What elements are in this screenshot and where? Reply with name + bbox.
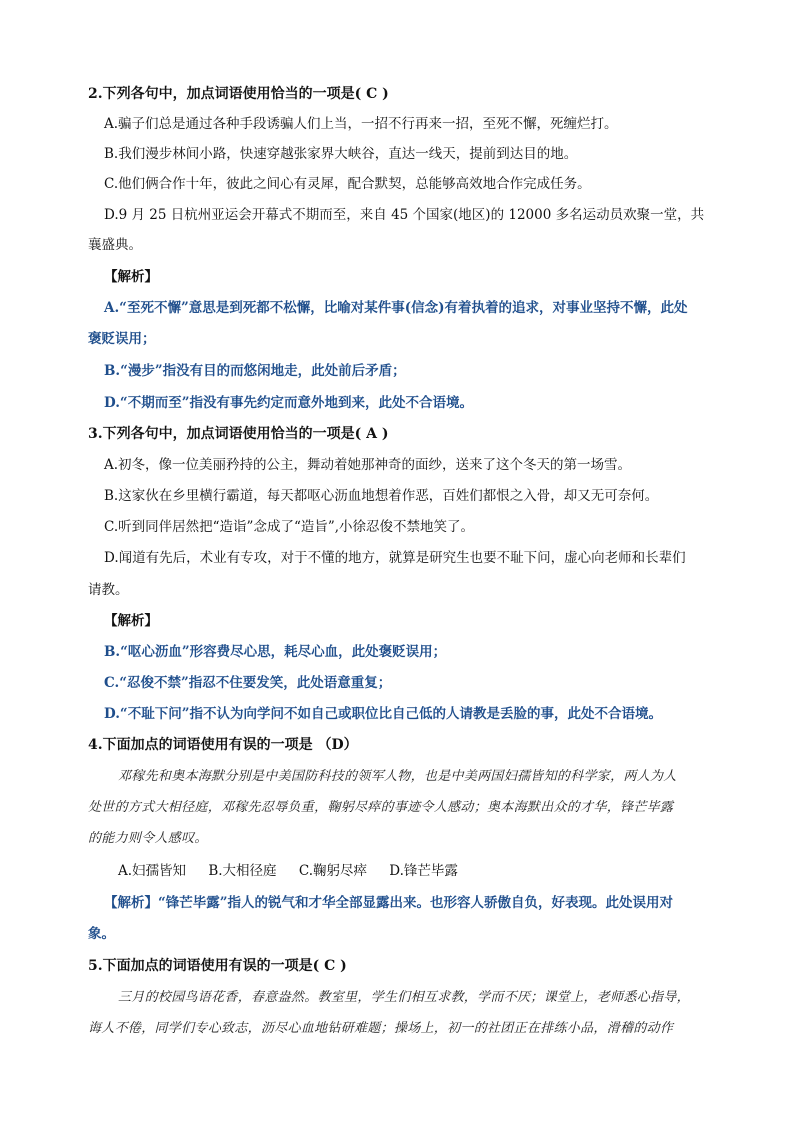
question-3-option-c: C.听到同伴居然把“造诣”念成了“造旨”,小徐忍俊不禁地笑了。: [104, 519, 475, 535]
question-2-analysis-d: D.“不期而至”指没有事先约定而意外地到来，此处不合语境。: [104, 395, 473, 411]
question-4-stem: 4.下面加点的词语使用有误的一项是 （D）: [88, 737, 358, 753]
question-5-passage-line-1: 三月的校园鸟语花香，春意盎然。教室里，学生们相互求教，学而不厌；课堂上，老师悉心指导，: [118, 990, 690, 1005]
question-3-option-b: B.这家伙在乡里横行霸道，每天都呕心沥血地想着作恶，百姓们都恨之入骨，却又无可奈何。: [104, 488, 659, 504]
question-3-option-d: D.闻道有先后，术业有专攻，对于不懂的地方，就算是研究生也要不耻下问，虚心向老师和长辈们: [104, 550, 686, 566]
question-2-analysis-title: 【解析】: [104, 269, 158, 285]
question-4-analysis: 【解析】“锋芒毕露”指人的锐气和才华全部显露出来。也形容人骄傲自负，好表现。此处误用对: [104, 895, 674, 911]
question-2-option-d-cont: 襄盛典。: [88, 237, 142, 253]
question-4-choices: [118, 861, 476, 881]
question-4-choice-a: A.妇孺皆知: [118, 863, 187, 879]
question-4-choice-c: C.鞠躬尽瘁: [298, 863, 367, 879]
question-2-option-b: B.我们漫步林间小路，快速穿越张家界大峡谷，直达一线天，提前到达目的地。: [104, 146, 578, 162]
question-4-passage-line-3: 的能力则令人感叹。: [88, 831, 208, 846]
question-2-option-d: D.9 月 25 日杭州亚运会开幕式不期而至，来自 45 个国家(地区)的 12000 多名运动员欢聚一堂，共: [104, 207, 705, 223]
question-3-option-d-cont: 请教。: [88, 582, 129, 598]
question-2-option-a: A.骗子们总是通过各种手段诱骗人们上当，一招不行再来一招，至死不懈，死缠烂打。: [104, 116, 618, 132]
question-4-choice-d: D.锋芒毕露: [389, 863, 458, 879]
question-3-analysis-title: 【解析】: [104, 613, 158, 629]
question-5-passage-line-2: 诲人不倦，同学们专心致志，沥尽心血地钻研难题；操场上，初一的社团正在排练小品，滑稽的动作: [88, 1021, 674, 1036]
question-2-analysis-a-cont: 褒贬误用；: [88, 331, 156, 347]
question-2-analysis-b: B.“漫步”指没有目的而悠闲地走，此处前后矛盾；: [104, 363, 406, 379]
question-4-choice-b: B.大相径庭: [208, 863, 277, 879]
question-2-option-c: C.他们俩合作十年，彼此之间心有灵犀，配合默契，总能够高效地合作完成任务。: [104, 176, 591, 192]
question-3-analysis-c: C.“忍俊不禁”指忍不住要发笑，此处语意重复；: [104, 675, 392, 691]
question-3-analysis-b: B.“呕心沥血”形容费尽心思，耗尽心血，此处褒贬误用；: [104, 644, 447, 660]
question-4-passage-line-1: 邓稼先和奥本海默分别是中美国防科技的领军人物，也是中美两国妇孺皆知的科学家，两人为人: [118, 769, 677, 784]
question-5-stem: 5.下面加点的词语使用有误的一项是( C ): [88, 958, 347, 974]
question-2-analysis-a: A.“至死不懈”意思是到死都不松懈，比喻对某件事(信念)有着执着的追求，对事业坚持不懈，此处: [104, 300, 688, 316]
question-4-analysis-cont: 象。: [88, 926, 115, 942]
question-2-stem: 2.下列各句中，加点词语使用恰当的一项是( C ): [88, 86, 389, 102]
question-3-option-a: A.初冬，像一位美丽矜持的公主，舞动着她那神奇的面纱，送来了这个冬天的第一场雪。: [104, 457, 632, 473]
question-3-analysis-d: D.“不耻下问”指不认为向学问不如自己或职位比自己低的人请教是丢脸的事，此处不合语境。: [104, 706, 662, 722]
question-3-stem: 3.下列各句中，加点词语使用恰当的一项是( A ): [88, 426, 389, 442]
question-4-passage-line-2: 处世的方式大相径庭，邓稼先忍辱负重，鞠躬尽瘁的事迹令人感动；奥本海默出众的才华，锋芒毕露: [88, 800, 674, 815]
